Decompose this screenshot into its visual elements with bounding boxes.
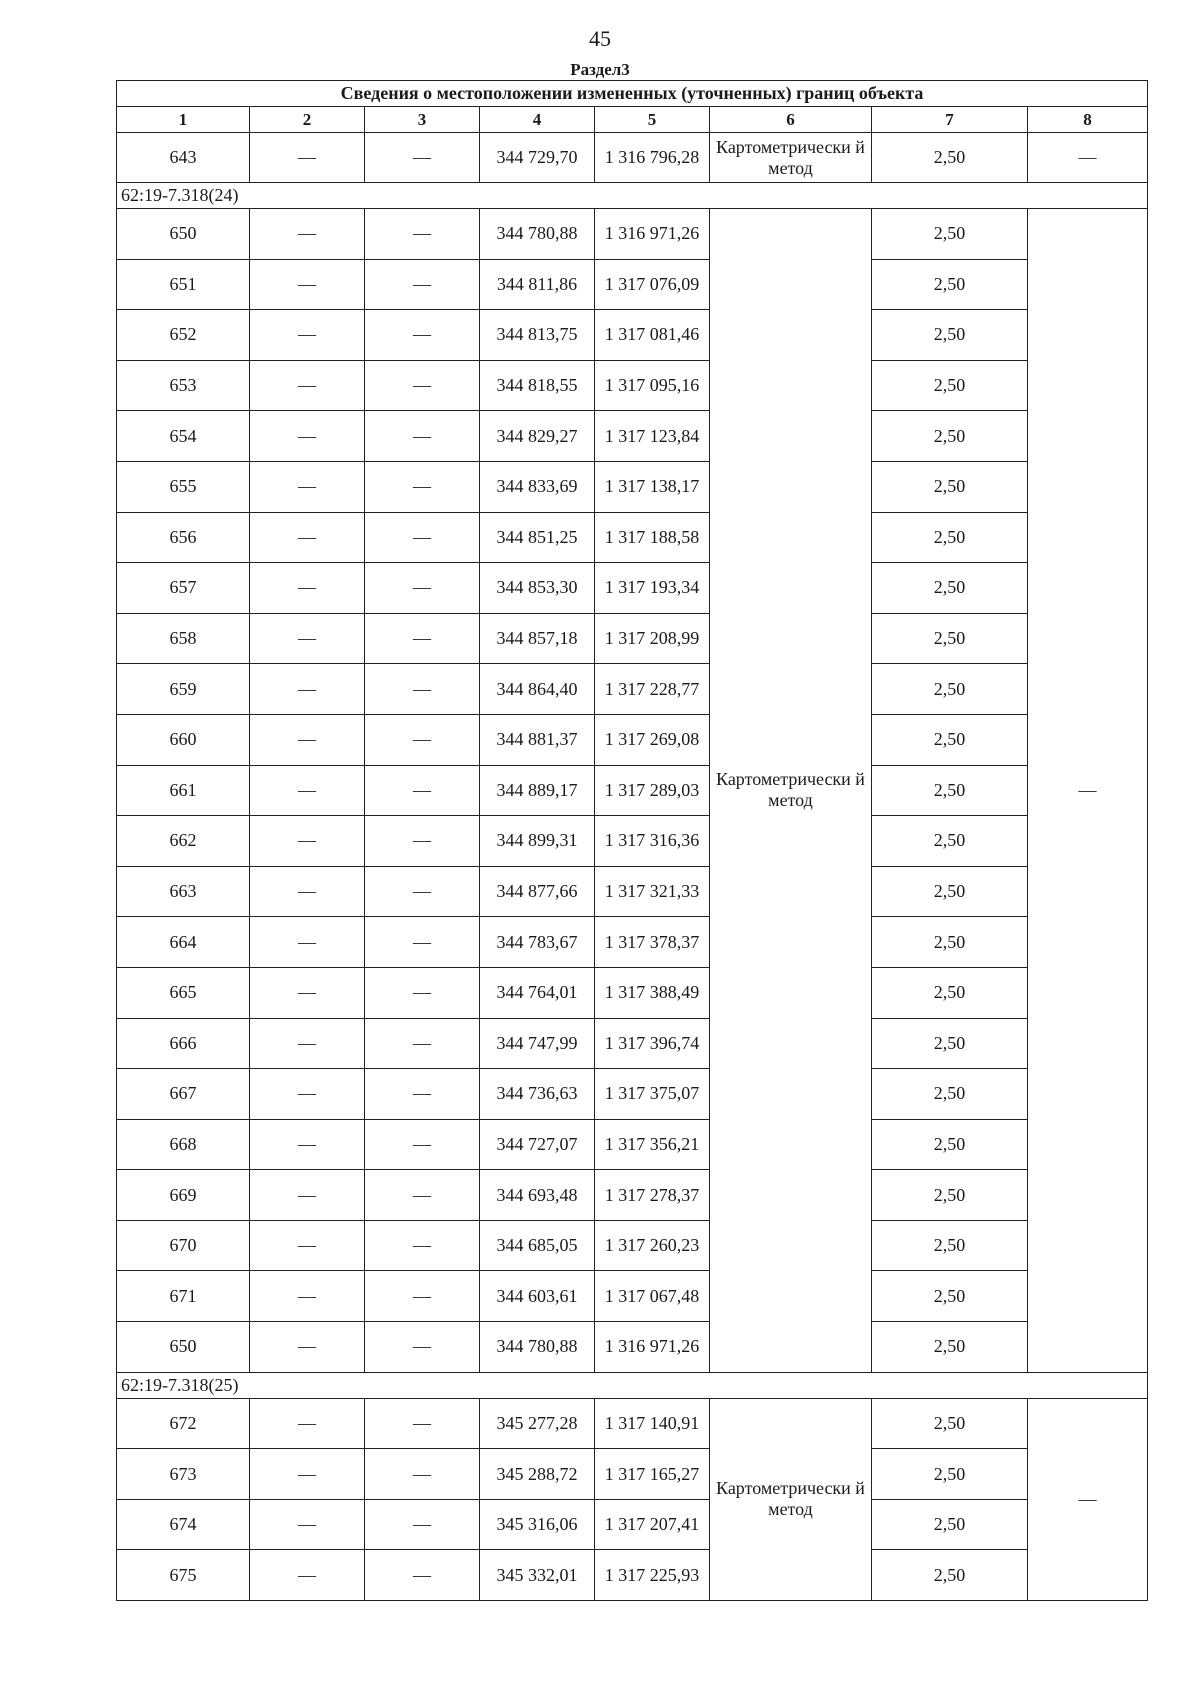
precision-cell: 2,50 [872, 967, 1028, 1018]
column-numbers-row [117, 107, 1148, 133]
col2-cell: — [250, 563, 365, 614]
x-coordinate-cell: 345 277,28 [480, 1398, 595, 1449]
point-number-cell: 659 [117, 664, 250, 715]
method-cell: Картометрически й метод [710, 209, 872, 1373]
precision-cell: 2,50 [872, 1119, 1028, 1170]
y-coordinate-cell: 1 317 316,36 [595, 816, 710, 867]
col3-cell: — [365, 816, 480, 867]
col3-cell: — [365, 1398, 480, 1449]
y-coordinate-cell: 1 317 269,08 [595, 714, 710, 765]
y-coordinate-cell: 1 317 193,34 [595, 563, 710, 614]
precision-cell: 2,50 [872, 1499, 1028, 1550]
table-row [117, 461, 1148, 512]
y-coordinate-cell: 1 317 208,99 [595, 613, 710, 664]
col2-cell: — [250, 1069, 365, 1120]
point-number-cell: 673 [117, 1449, 250, 1500]
precision-cell: 2,50 [872, 209, 1028, 260]
y-coordinate-cell: 1 317 278,37 [595, 1170, 710, 1221]
point-number-cell: 668 [117, 1119, 250, 1170]
y-coordinate-cell: 1 317 388,49 [595, 967, 710, 1018]
point-number-cell: 650 [117, 209, 250, 260]
table-row [117, 866, 1148, 917]
col3-cell: — [365, 1271, 480, 1322]
col3-cell: — [365, 1322, 480, 1373]
col3-cell: — [365, 1449, 480, 1500]
col2-cell: — [250, 310, 365, 361]
table-row [117, 209, 1148, 260]
precision-cell: 2,50 [872, 259, 1028, 310]
col2-cell: — [250, 816, 365, 867]
table-row [117, 360, 1148, 411]
col2-cell: — [250, 411, 365, 462]
table-row [117, 1018, 1148, 1069]
y-coordinate-cell: 1 317 375,07 [595, 1069, 710, 1120]
x-coordinate-cell: 344 813,75 [480, 310, 595, 361]
col2-cell: — [250, 1220, 365, 1271]
col3-cell: — [365, 133, 480, 183]
point-number-cell: 655 [117, 461, 250, 512]
column-number-8: 8 [1028, 107, 1148, 133]
precision-cell: 2,50 [872, 461, 1028, 512]
x-coordinate-cell: 344 881,37 [480, 714, 595, 765]
table-row [117, 664, 1148, 715]
y-coordinate-cell: 1 317 140,91 [595, 1398, 710, 1449]
table-row [117, 1220, 1148, 1271]
col3-cell: — [365, 563, 480, 614]
x-coordinate-cell: 344 857,18 [480, 613, 595, 664]
x-coordinate-cell: 344 811,86 [480, 259, 595, 310]
column-number-6: 6 [710, 107, 872, 133]
x-coordinate-cell: 344 833,69 [480, 461, 595, 512]
column-number-7: 7 [872, 107, 1028, 133]
y-coordinate-cell: 1 317 138,17 [595, 461, 710, 512]
precision-cell: 2,50 [872, 1322, 1028, 1373]
group-header-row [117, 183, 1148, 209]
col3-cell: — [365, 1170, 480, 1221]
col3-cell: — [365, 461, 480, 512]
x-coordinate-cell: 344 780,88 [480, 1322, 595, 1373]
point-number-cell: 663 [117, 866, 250, 917]
x-coordinate-cell: 344 764,01 [480, 967, 595, 1018]
x-coordinate-cell: 344 818,55 [480, 360, 595, 411]
precision-cell: 2,50 [872, 714, 1028, 765]
x-coordinate-cell: 344 727,07 [480, 1119, 595, 1170]
point-number-cell: 643 [117, 133, 250, 183]
x-coordinate-cell: 344 747,99 [480, 1018, 595, 1069]
point-number-cell: 666 [117, 1018, 250, 1069]
precision-cell: 2,50 [872, 133, 1028, 183]
col2-cell: — [250, 1271, 365, 1322]
x-coordinate-cell: 344 783,67 [480, 917, 595, 968]
cadastral-group-label: 62:19-7.318(24) [117, 183, 1148, 209]
col3-cell: — [365, 209, 480, 260]
col8-cell: — [1028, 1398, 1148, 1600]
col3-cell: — [365, 512, 480, 563]
point-number-cell: 657 [117, 563, 250, 614]
table-row [117, 259, 1148, 310]
point-number-cell: 653 [117, 360, 250, 411]
col3-cell: — [365, 1018, 480, 1069]
col3-cell: — [365, 1550, 480, 1601]
col2-cell: — [250, 1170, 365, 1221]
col3-cell: — [365, 259, 480, 310]
precision-cell: 2,50 [872, 360, 1028, 411]
x-coordinate-cell: 345 288,72 [480, 1449, 595, 1500]
col2-cell: — [250, 1322, 365, 1373]
precision-cell: 2,50 [872, 1069, 1028, 1120]
table-row [117, 917, 1148, 968]
point-number-cell: 669 [117, 1170, 250, 1221]
precision-cell: 2,50 [872, 310, 1028, 361]
table-row [117, 1170, 1148, 1221]
y-coordinate-cell: 1 317 225,93 [595, 1550, 710, 1601]
precision-cell: 2,50 [872, 866, 1028, 917]
col3-cell: — [365, 411, 480, 462]
x-coordinate-cell: 344 829,27 [480, 411, 595, 462]
col3-cell: — [365, 1220, 480, 1271]
col2-cell: — [250, 1499, 365, 1550]
y-coordinate-cell: 1 317 081,46 [595, 310, 710, 361]
precision-cell: 2,50 [872, 563, 1028, 614]
table-row [117, 1449, 1148, 1500]
x-coordinate-cell: 344 851,25 [480, 512, 595, 563]
point-number-cell: 660 [117, 714, 250, 765]
col2-cell: — [250, 917, 365, 968]
table-row [117, 967, 1148, 1018]
boundary-table [116, 80, 1148, 1601]
col2-cell: — [250, 461, 365, 512]
col3-cell: — [365, 1499, 480, 1550]
table-row [117, 1398, 1148, 1449]
y-coordinate-cell: 1 316 971,26 [595, 1322, 710, 1373]
col2-cell: — [250, 664, 365, 715]
table-row [117, 411, 1148, 462]
table-title: Сведения о местоположении измененных (уточненных) границ объекта [117, 81, 1148, 107]
point-number-cell: 672 [117, 1398, 250, 1449]
col3-cell: — [365, 765, 480, 816]
col2-cell: — [250, 613, 365, 664]
column-number-3: 3 [365, 107, 480, 133]
precision-cell: 2,50 [872, 664, 1028, 715]
col2-cell: — [250, 866, 365, 917]
x-coordinate-cell: 344 693,48 [480, 1170, 595, 1221]
precision-cell: 2,50 [872, 1550, 1028, 1601]
col3-cell: — [365, 714, 480, 765]
cadastral-group-label: 62:19-7.318(25) [117, 1372, 1148, 1398]
precision-cell: 2,50 [872, 1220, 1028, 1271]
precision-cell: 2,50 [872, 1271, 1028, 1322]
point-number-cell: 651 [117, 259, 250, 310]
y-coordinate-cell: 1 316 796,28 [595, 133, 710, 183]
y-coordinate-cell: 1 317 207,41 [595, 1499, 710, 1550]
y-coordinate-cell: 1 317 289,03 [595, 765, 710, 816]
table-row [117, 563, 1148, 614]
precision-cell: 2,50 [872, 917, 1028, 968]
y-coordinate-cell: 1 317 396,74 [595, 1018, 710, 1069]
y-coordinate-cell: 1 317 123,84 [595, 411, 710, 462]
table-row [117, 1550, 1148, 1601]
point-number-cell: 664 [117, 917, 250, 968]
x-coordinate-cell: 344 729,70 [480, 133, 595, 183]
precision-cell: 2,50 [872, 1170, 1028, 1221]
point-number-cell: 674 [117, 1499, 250, 1550]
col3-cell: — [365, 967, 480, 1018]
y-coordinate-cell: 1 317 378,37 [595, 917, 710, 968]
precision-cell: 2,50 [872, 1398, 1028, 1449]
y-coordinate-cell: 1 317 067,48 [595, 1271, 710, 1322]
table-row [117, 714, 1148, 765]
col3-cell: — [365, 1119, 480, 1170]
y-coordinate-cell: 1 317 260,23 [595, 1220, 710, 1271]
col2-cell: — [250, 1398, 365, 1449]
point-number-cell: 675 [117, 1550, 250, 1601]
point-number-cell: 662 [117, 816, 250, 867]
col2-cell: — [250, 259, 365, 310]
col3-cell: — [365, 360, 480, 411]
x-coordinate-cell: 344 853,30 [480, 563, 595, 614]
x-coordinate-cell: 344 736,63 [480, 1069, 595, 1120]
col2-cell: — [250, 765, 365, 816]
y-coordinate-cell: 1 317 095,16 [595, 360, 710, 411]
table-row [117, 1499, 1148, 1550]
page-number: 45 [589, 26, 611, 51]
col3-cell: — [365, 1069, 480, 1120]
precision-cell: 2,50 [872, 1018, 1028, 1069]
table-row [117, 133, 1148, 183]
x-coordinate-cell: 344 889,17 [480, 765, 595, 816]
point-number-cell: 661 [117, 765, 250, 816]
point-number-cell: 670 [117, 1220, 250, 1271]
col2-cell: — [250, 714, 365, 765]
y-coordinate-cell: 1 317 321,33 [595, 866, 710, 917]
x-coordinate-cell: 344 685,05 [480, 1220, 595, 1271]
x-coordinate-cell: 344 603,61 [480, 1271, 595, 1322]
col2-cell: — [250, 512, 365, 563]
col2-cell: — [250, 1550, 365, 1601]
table-row [117, 1271, 1148, 1322]
precision-cell: 2,50 [872, 1449, 1028, 1500]
col8-cell: — [1028, 209, 1148, 1373]
col2-cell: — [250, 967, 365, 1018]
col2-cell: — [250, 1018, 365, 1069]
y-coordinate-cell: 1 317 228,77 [595, 664, 710, 715]
col2-cell: — [250, 209, 365, 260]
col3-cell: — [365, 917, 480, 968]
group-header-row [117, 1372, 1148, 1398]
point-number-cell: 667 [117, 1069, 250, 1120]
method-cell: Картометрически й метод [710, 1398, 872, 1600]
col2-cell: — [250, 1119, 365, 1170]
x-coordinate-cell: 344 899,31 [480, 816, 595, 867]
col3-cell: — [365, 664, 480, 715]
y-coordinate-cell: 1 317 188,58 [595, 512, 710, 563]
y-coordinate-cell: 1 317 165,27 [595, 1449, 710, 1500]
point-number-cell: 658 [117, 613, 250, 664]
x-coordinate-cell: 344 780,88 [480, 209, 595, 260]
table-row [117, 765, 1148, 816]
y-coordinate-cell: 1 316 971,26 [595, 209, 710, 260]
precision-cell: 2,50 [872, 411, 1028, 462]
table-row [117, 1069, 1148, 1120]
y-coordinate-cell: 1 317 356,21 [595, 1119, 710, 1170]
point-number-cell: 650 [117, 1322, 250, 1373]
col2-cell: — [250, 1449, 365, 1500]
table-row [117, 310, 1148, 361]
point-number-cell: 665 [117, 967, 250, 1018]
col3-cell: — [365, 310, 480, 361]
table-row [117, 816, 1148, 867]
table-row [117, 1119, 1148, 1170]
section-label: Раздел3 [570, 60, 630, 79]
col8-cell: — [1028, 133, 1148, 183]
column-number-4: 4 [480, 107, 595, 133]
x-coordinate-cell: 344 864,40 [480, 664, 595, 715]
point-number-cell: 671 [117, 1271, 250, 1322]
precision-cell: 2,50 [872, 613, 1028, 664]
column-number-2: 2 [250, 107, 365, 133]
column-number-1: 1 [117, 107, 250, 133]
x-coordinate-cell: 345 316,06 [480, 1499, 595, 1550]
precision-cell: 2,50 [872, 816, 1028, 867]
x-coordinate-cell: 345 332,01 [480, 1550, 595, 1601]
point-number-cell: 656 [117, 512, 250, 563]
col2-cell: — [250, 133, 365, 183]
x-coordinate-cell: 344 877,66 [480, 866, 595, 917]
point-number-cell: 654 [117, 411, 250, 462]
table-row [117, 613, 1148, 664]
method-cell: Картометрически й метод [710, 133, 872, 183]
col3-cell: — [365, 866, 480, 917]
precision-cell: 2,50 [872, 765, 1028, 816]
column-number-5: 5 [595, 107, 710, 133]
table-row [117, 1322, 1148, 1373]
table-row [117, 512, 1148, 563]
col3-cell: — [365, 613, 480, 664]
point-number-cell: 652 [117, 310, 250, 361]
y-coordinate-cell: 1 317 076,09 [595, 259, 710, 310]
precision-cell: 2,50 [872, 512, 1028, 563]
col2-cell: — [250, 360, 365, 411]
